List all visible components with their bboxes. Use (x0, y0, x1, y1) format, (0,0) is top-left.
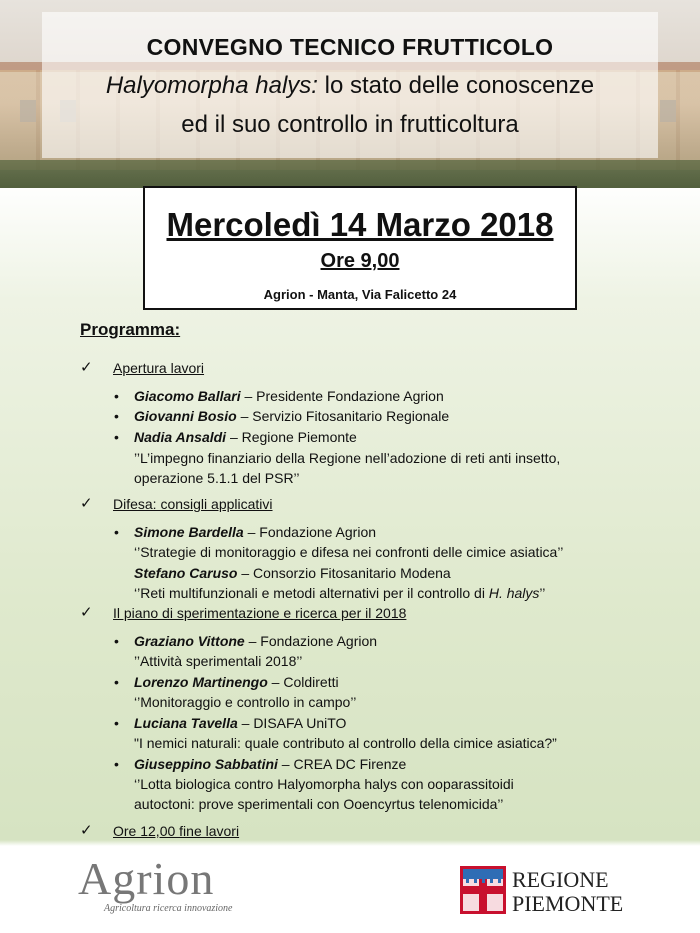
speaker-role: – Presidente Fondazione Agrion (240, 388, 444, 404)
speaker-name: Giovanni Bosio (134, 408, 237, 424)
speaker-line (134, 429, 357, 445)
talk-title: operazione 5.1.1 del PSR’’ (134, 470, 300, 486)
regione-piemonte-shield-icon (460, 866, 506, 914)
speaker-role: – Servizio Fitosanitario Regionale (236, 408, 450, 424)
regione-line: REGIONE (512, 867, 609, 892)
regione-piemonte-text (512, 868, 623, 916)
checkmark-icon: ✓ (80, 822, 93, 839)
checkmark-icon: ✓ (80, 604, 93, 621)
species-abbrev: H. halys (488, 585, 540, 601)
speaker-name: Nadia Ansaldi (134, 429, 227, 445)
checkmark-icon: ✓ (80, 359, 93, 376)
speaker-role: – Fondazione Agrion (243, 524, 377, 540)
speaker-line (134, 674, 339, 690)
event-time: Ore 9,00 (320, 250, 400, 272)
bullet-icon: • (114, 674, 119, 690)
event-category-title: CONVEGNO TECNICO FRUTTICOLO (146, 34, 554, 60)
speaker-line (134, 408, 449, 424)
checkmark-icon: ✓ (80, 495, 93, 512)
bullet-icon: • (114, 756, 119, 772)
speaker-role: – Fondazione Agrion (244, 633, 378, 649)
speaker-role: – Regione Piemonte (226, 429, 357, 445)
talk-title (134, 585, 545, 601)
talk-title: "I nemici naturali: quale contributo al controllo della cimice asiatica?” (134, 735, 557, 751)
bullet-icon: • (114, 524, 119, 540)
speaker-name: Luciana Tavella (134, 715, 238, 731)
species-name: Halyomorpha halys: (105, 72, 318, 99)
talk-title-end: ’’ (539, 585, 546, 601)
bullet-icon: • (114, 388, 119, 404)
date-box (143, 186, 577, 310)
talk-title: ‘’Lotta biologica contro Halyomorpha halys con ooparassitoidi (134, 776, 514, 792)
bullet-icon: • (114, 633, 119, 649)
speaker-line (134, 633, 377, 649)
speaker-line (134, 756, 406, 772)
section-label: Difesa: consigli applicativi (113, 496, 273, 512)
event-place: Agrion - Manta, Via Falicetto 24 (263, 287, 457, 302)
speaker-role: – CREA DC Firenze (277, 756, 407, 772)
speaker-line (134, 565, 451, 581)
speaker-name: Lorenzo Martinengo (134, 674, 268, 690)
talk-title: ’’L’impegno finanziario della Regione nell’adozione di reti anti insetto, (134, 450, 561, 466)
section-label: Ore 12,00 fine lavori (113, 823, 240, 839)
speaker-name: Stefano Caruso (134, 565, 238, 581)
speaker-name: Graziano Vittone (134, 633, 245, 649)
talk-title: ‘’Strategie di monitoraggio e difesa nei confronti delle cimice asiatica’’ (134, 544, 564, 560)
section-label: Apertura lavori (113, 360, 205, 376)
trees-strip (0, 160, 700, 188)
bullet-icon: • (114, 715, 119, 731)
bullet-icon: • (114, 408, 119, 424)
talk-title-text: ‘’Reti multifunzionali e metodi alternativi per il controllo di (134, 585, 489, 601)
agrion-wordmark: Agrion (78, 853, 215, 904)
program-title: Programma: (80, 320, 181, 339)
event-date: Mercoledì 14 Marzo 2018 (166, 206, 554, 243)
speaker-line (134, 388, 444, 404)
speaker-role: – DISAFA UniTO (237, 715, 347, 731)
talk-title: ‘’Monitoraggio e controllo in campo’’ (134, 694, 357, 710)
speaker-line (134, 715, 346, 731)
speaker-line (134, 524, 376, 540)
speaker-role: – Consorzio Fitosanitario Modena (237, 565, 451, 581)
bullet-icon: • (114, 429, 119, 445)
talk-title: ’’Attività sperimentali 2018’’ (134, 653, 303, 669)
speaker-role: – Coldiretti (267, 674, 339, 690)
subtitle-rest: lo stato delle conoscenze (317, 72, 595, 99)
agrion-tagline: Agricoltura ricerca innovazione (104, 903, 233, 914)
section-label: Il piano di sperimentazione e ricerca per il 2018 (113, 605, 407, 621)
event-subtitle-line1 (0, 72, 700, 100)
talk-title: autoctoni: prove sperimentali con Ooencyrtus telenomicida’’ (134, 796, 504, 812)
speaker-name: Simone Bardella (134, 524, 244, 540)
event-subtitle-line2: ed il suo controllo in frutticoltura (181, 111, 519, 138)
agrion-logo (76, 852, 296, 916)
piemonte-line: PIEMONTE (512, 891, 624, 916)
speaker-name: Giacomo Ballari (134, 388, 241, 404)
speaker-name: Giuseppino Sabbatini (134, 756, 278, 772)
